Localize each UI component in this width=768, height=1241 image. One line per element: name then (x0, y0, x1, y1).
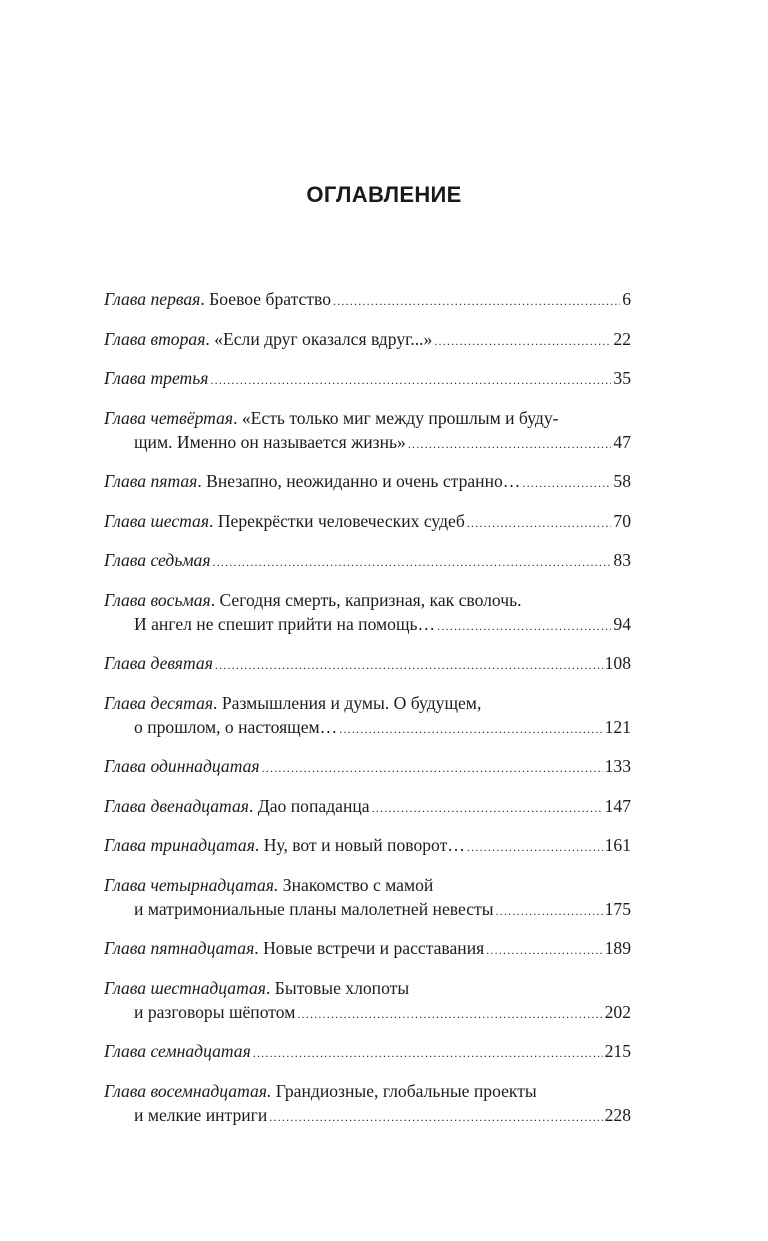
dot-leader (215, 651, 603, 677)
dot-leader (434, 327, 611, 353)
separator: . (233, 407, 242, 428)
chapter-title: Знакомство с мамой (282, 874, 434, 895)
separator: . (197, 471, 207, 491)
dot-leader (522, 469, 611, 495)
toc-line (104, 469, 631, 495)
toc-line (104, 366, 631, 392)
chapter-label: Глава вторая (104, 328, 206, 349)
page-number: 58 (613, 471, 631, 491)
toc-line-continuation (104, 897, 631, 923)
toc-entry (104, 833, 631, 859)
chapter-label: Глава седьмая (104, 550, 211, 570)
chapter-title-continued: И ангел не спешит прийти на помощь… (134, 613, 436, 634)
dot-leader (210, 366, 611, 392)
page-number: 47 (613, 431, 631, 452)
toc-line (104, 327, 631, 353)
separator: . (210, 589, 220, 610)
dot-leader (372, 794, 603, 820)
chapter-label: Глава пятнадцатая (104, 938, 255, 958)
page-number: 215 (604, 1041, 631, 1061)
toc-line-continuation (104, 1103, 631, 1129)
chapter-title-continued: и матримониальные планы малолетней невесты (134, 898, 494, 919)
chapter-title: «Если друг оказался вдруг...» (214, 328, 433, 349)
toc-line-continuation (104, 430, 631, 456)
separator: . (200, 289, 210, 309)
dot-leader (297, 1000, 602, 1026)
chapter-title-continued: и мелкие интриги (134, 1104, 268, 1125)
toc-line (104, 588, 631, 612)
toc-line (104, 976, 631, 1000)
dot-leader (262, 754, 603, 780)
toc-entry (104, 1079, 631, 1129)
chapter-label: Глава первая (104, 289, 201, 309)
chapter-label: Глава тринадцатая (104, 835, 255, 855)
chapter-label: Глава четвёртая (104, 407, 234, 428)
chapter-title: Новые встречи и расставания (263, 938, 485, 958)
chapter-label: Глава четырнадцатая. (104, 874, 279, 895)
chapter-label: Глава десятая (104, 692, 214, 713)
chapter-label: Глава восемнадцатая. (104, 1080, 272, 1101)
toc-line (104, 936, 631, 962)
dot-leader (333, 287, 620, 313)
page-number: 6 (622, 289, 631, 309)
chapter-label: Глава третья (104, 368, 209, 388)
chapter-title: Боевое братство (209, 289, 331, 309)
toc-entry (104, 287, 631, 313)
page-number: 83 (613, 550, 631, 570)
page-number: 94 (613, 613, 631, 634)
chapter-label: Глава шестнадцатая (104, 977, 266, 998)
page-number: 35 (613, 368, 631, 388)
dot-leader (496, 897, 603, 923)
page-number: 121 (604, 716, 631, 737)
dot-leader (467, 509, 612, 535)
page-number: 70 (613, 510, 631, 531)
toc-entry (104, 794, 631, 820)
page-number: 147 (604, 795, 631, 816)
toc-line-continuation (104, 1000, 631, 1026)
separator: . (209, 510, 218, 531)
toc-entry (104, 588, 631, 638)
toc-line (104, 651, 631, 677)
toc-line (104, 754, 631, 780)
dot-leader (467, 833, 603, 859)
toc-line (104, 548, 631, 574)
page-number: 161 (604, 835, 631, 855)
toc-entry (104, 548, 631, 574)
toc-entry (104, 936, 631, 962)
page-number: 202 (604, 1001, 631, 1022)
chapter-title: Дао попаданца (257, 795, 370, 816)
toc-line-continuation (104, 715, 631, 741)
toc-line-continuation (104, 612, 631, 638)
chapter-title: Внезапно, неожиданно и очень странно… (206, 471, 521, 491)
dot-leader (213, 548, 612, 574)
toc-line (104, 691, 631, 715)
chapter-title: Бытовые хлопоты (274, 977, 410, 998)
page-number: 228 (604, 1104, 631, 1125)
toc-entry (104, 873, 631, 923)
toc-line (104, 794, 631, 820)
toc-entry (104, 1039, 631, 1065)
dot-leader (437, 612, 611, 638)
separator: . (205, 328, 215, 349)
table-of-contents (104, 287, 631, 1142)
chapter-title: Грандиозные, глобальные проекты (275, 1080, 537, 1101)
toc-entry (104, 754, 631, 780)
dot-leader (269, 1103, 602, 1129)
toc-entry (104, 651, 631, 677)
chapter-title: Перекрёстки человеческих судеб (217, 510, 465, 531)
separator: . (254, 938, 264, 958)
chapter-title: Сегодня смерть, капризная, как сволочь. (219, 589, 522, 610)
toc-entry (104, 366, 631, 392)
toc-line (104, 509, 631, 535)
chapter-title-continued: и разговоры шёпотом (134, 1001, 296, 1022)
separator: . (254, 835, 264, 855)
toc-line (104, 833, 631, 859)
toc-entry (104, 469, 631, 495)
chapter-title-continued: щим. Именно он называется жизнь» (134, 431, 406, 452)
page-number: 108 (604, 653, 631, 673)
toc-entry (104, 691, 631, 741)
page-number: 189 (604, 938, 631, 958)
toc-line (104, 1079, 631, 1103)
dot-leader (339, 715, 602, 741)
toc-entry (104, 406, 631, 456)
toc-line (104, 1039, 631, 1065)
chapter-label: Глава двенадцатая (104, 795, 249, 816)
toc-line (104, 287, 631, 313)
dot-leader (253, 1039, 603, 1065)
chapter-label: Глава шестая (104, 510, 210, 531)
toc-heading: ОГЛАВЛЕНИЕ (306, 182, 462, 207)
separator: . (265, 977, 275, 998)
page-number: 175 (604, 898, 631, 919)
toc-line (104, 873, 631, 897)
toc-entry (104, 327, 631, 353)
chapter-label: Глава одиннадцатая (104, 756, 260, 776)
chapter-label: Глава девятая (104, 653, 213, 673)
chapter-label: Глава семнадцатая (104, 1041, 251, 1061)
toc-entry (104, 509, 631, 535)
separator: . (213, 692, 222, 713)
toc-entry (104, 976, 631, 1026)
dot-leader (408, 430, 612, 456)
dot-leader (486, 936, 602, 962)
toc-line (104, 406, 631, 430)
page-number: 133 (604, 756, 631, 776)
chapter-title: Ну, вот и новый поворот… (263, 835, 465, 855)
chapter-title-continued: о прошлом, о настоящем… (134, 716, 338, 737)
chapter-title: «Есть только миг между прошлым и буду- (241, 407, 559, 428)
chapter-title: Размышления и думы. О будущем, (221, 692, 482, 713)
separator: . (248, 795, 258, 816)
chapter-label: Глава пятая (104, 471, 198, 491)
chapter-label: Глава восьмая (104, 589, 211, 610)
page-number: 22 (613, 328, 631, 349)
